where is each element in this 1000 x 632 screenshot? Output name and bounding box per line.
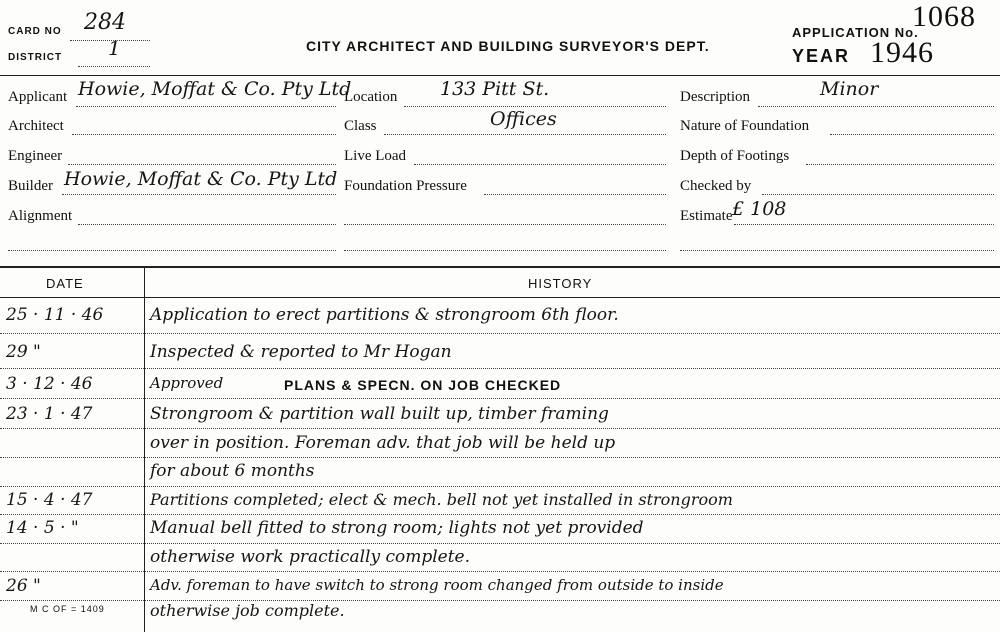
history-rule — [0, 571, 1000, 572]
applicant-rule — [76, 106, 336, 107]
form-code: M C OF = 1409 — [30, 604, 105, 614]
history-text: otherwise job complete. — [150, 601, 345, 620]
alignment-label: Alignment — [8, 208, 73, 224]
history-text: Adv. foreman to have switch to strong room changed from outside to inside — [150, 576, 724, 594]
header-divider — [0, 75, 1000, 76]
estimate-value: £ 108 — [732, 198, 787, 220]
depth-of-footings-label: Depth of Footings — [680, 148, 790, 164]
history-text: for about 6 months — [150, 461, 315, 481]
history-date: 15 · 4 · 47 — [6, 490, 93, 510]
history-text: Application to erect partitions & strongroom 6th floor. — [150, 305, 619, 325]
history-column-header: HISTORY — [528, 276, 593, 291]
date-column-header: DATE — [46, 276, 84, 291]
district-label: DISTRICT — [8, 52, 63, 63]
history-date: 3 · 12 · 46 — [6, 374, 93, 394]
history-text: otherwise work practically complete. — [150, 547, 471, 567]
application-label: APPLICATION No. — [792, 25, 919, 40]
builder-value: Howie, Moffat & Co. Pty Ltd — [64, 168, 338, 190]
nature-of-foundation-label: Nature of Foundation — [680, 118, 810, 134]
right-rule-6 — [680, 250, 994, 251]
history-date: 25 · 11 · 46 — [6, 305, 104, 325]
history-text: Strongroom & partition wall built up, timber framing — [150, 404, 609, 424]
history-rule — [0, 543, 1000, 544]
depth-of-footings-rule — [806, 164, 994, 165]
class-label: Class — [344, 118, 377, 134]
class-value: Offices — [490, 108, 557, 130]
architect-label: Architect — [8, 118, 64, 134]
history-text: Partitions completed; elect & mech. bell not yet installed in strongroom — [150, 490, 733, 509]
history-rule — [0, 486, 1000, 487]
history-text: Inspected & reported to Mr Hogan — [150, 342, 452, 362]
district-value: 1 — [108, 36, 121, 60]
applicant-value: Howie, Moffat & Co. Pty Ltd — [78, 78, 352, 100]
estimate-rule — [734, 224, 994, 225]
history-text: over in position. Foreman adv. that job will be held up — [150, 433, 616, 453]
foundation-pressure-rule — [484, 194, 666, 195]
mid-rule-5 — [344, 224, 666, 225]
location-label: Location — [344, 89, 398, 105]
engineer-label: Engineer — [8, 148, 63, 164]
history-text: Manual bell fitted to strong room; lights not yet provided — [150, 518, 644, 538]
history-header-rule — [0, 297, 1000, 298]
history-row — [0, 305, 1000, 334]
checked-by-label: Checked by — [680, 178, 752, 194]
alignment-rule-2 — [8, 250, 336, 251]
nature-of-foundation-rule — [830, 134, 994, 135]
application-number: 1068 — [912, 0, 976, 33]
location-value: 133 Pitt St. — [440, 78, 550, 100]
live-load-label: Live Load — [344, 148, 407, 164]
alignment-rule — [78, 224, 336, 225]
card-no-value: 284 — [84, 10, 126, 35]
card-no-label: CARD NO — [8, 26, 62, 37]
history-top-rule — [0, 266, 1000, 268]
history-date: 26 " — [6, 576, 41, 596]
location-rule — [404, 106, 666, 107]
history-date: 23 · 1 · 47 — [6, 404, 93, 424]
live-load-rule — [414, 164, 666, 165]
builder-label: Builder — [8, 178, 53, 194]
engineer-rule — [68, 164, 336, 165]
approval-stamp: PLANS & SPECN. ON JOB CHECKED — [284, 377, 562, 393]
applicant-label: Applicant — [8, 89, 68, 105]
year-label: YEAR — [792, 46, 851, 66]
history-rule — [0, 398, 1000, 399]
architect-rule — [72, 134, 336, 135]
history-date: 14 · 5 · " — [6, 518, 79, 538]
class-rule — [384, 134, 666, 135]
history-rule — [0, 514, 1000, 515]
history-rule — [0, 428, 1000, 429]
history-rule — [0, 333, 1000, 334]
estimate-label: Estimate — [680, 208, 733, 224]
history-row — [0, 601, 1000, 630]
district-rule — [78, 66, 150, 67]
foundation-pressure-label: Foundation Pressure — [344, 178, 467, 194]
builder-rule — [62, 194, 336, 195]
year-value: 1946 — [870, 36, 934, 69]
checked-by-rule — [762, 194, 994, 195]
history-row — [0, 342, 1000, 371]
history-date: 29 " — [6, 342, 41, 362]
description-rule — [758, 106, 994, 107]
description-value: Minor — [820, 78, 879, 100]
mid-rule-6 — [344, 250, 666, 251]
history-rule — [0, 457, 1000, 458]
department-title: CITY ARCHITECT AND BUILDING SURVEYOR'S DEPT. — [306, 38, 710, 54]
history-text: Approved — [150, 374, 224, 392]
description-label: Description — [680, 89, 750, 105]
history-rule — [0, 368, 1000, 369]
